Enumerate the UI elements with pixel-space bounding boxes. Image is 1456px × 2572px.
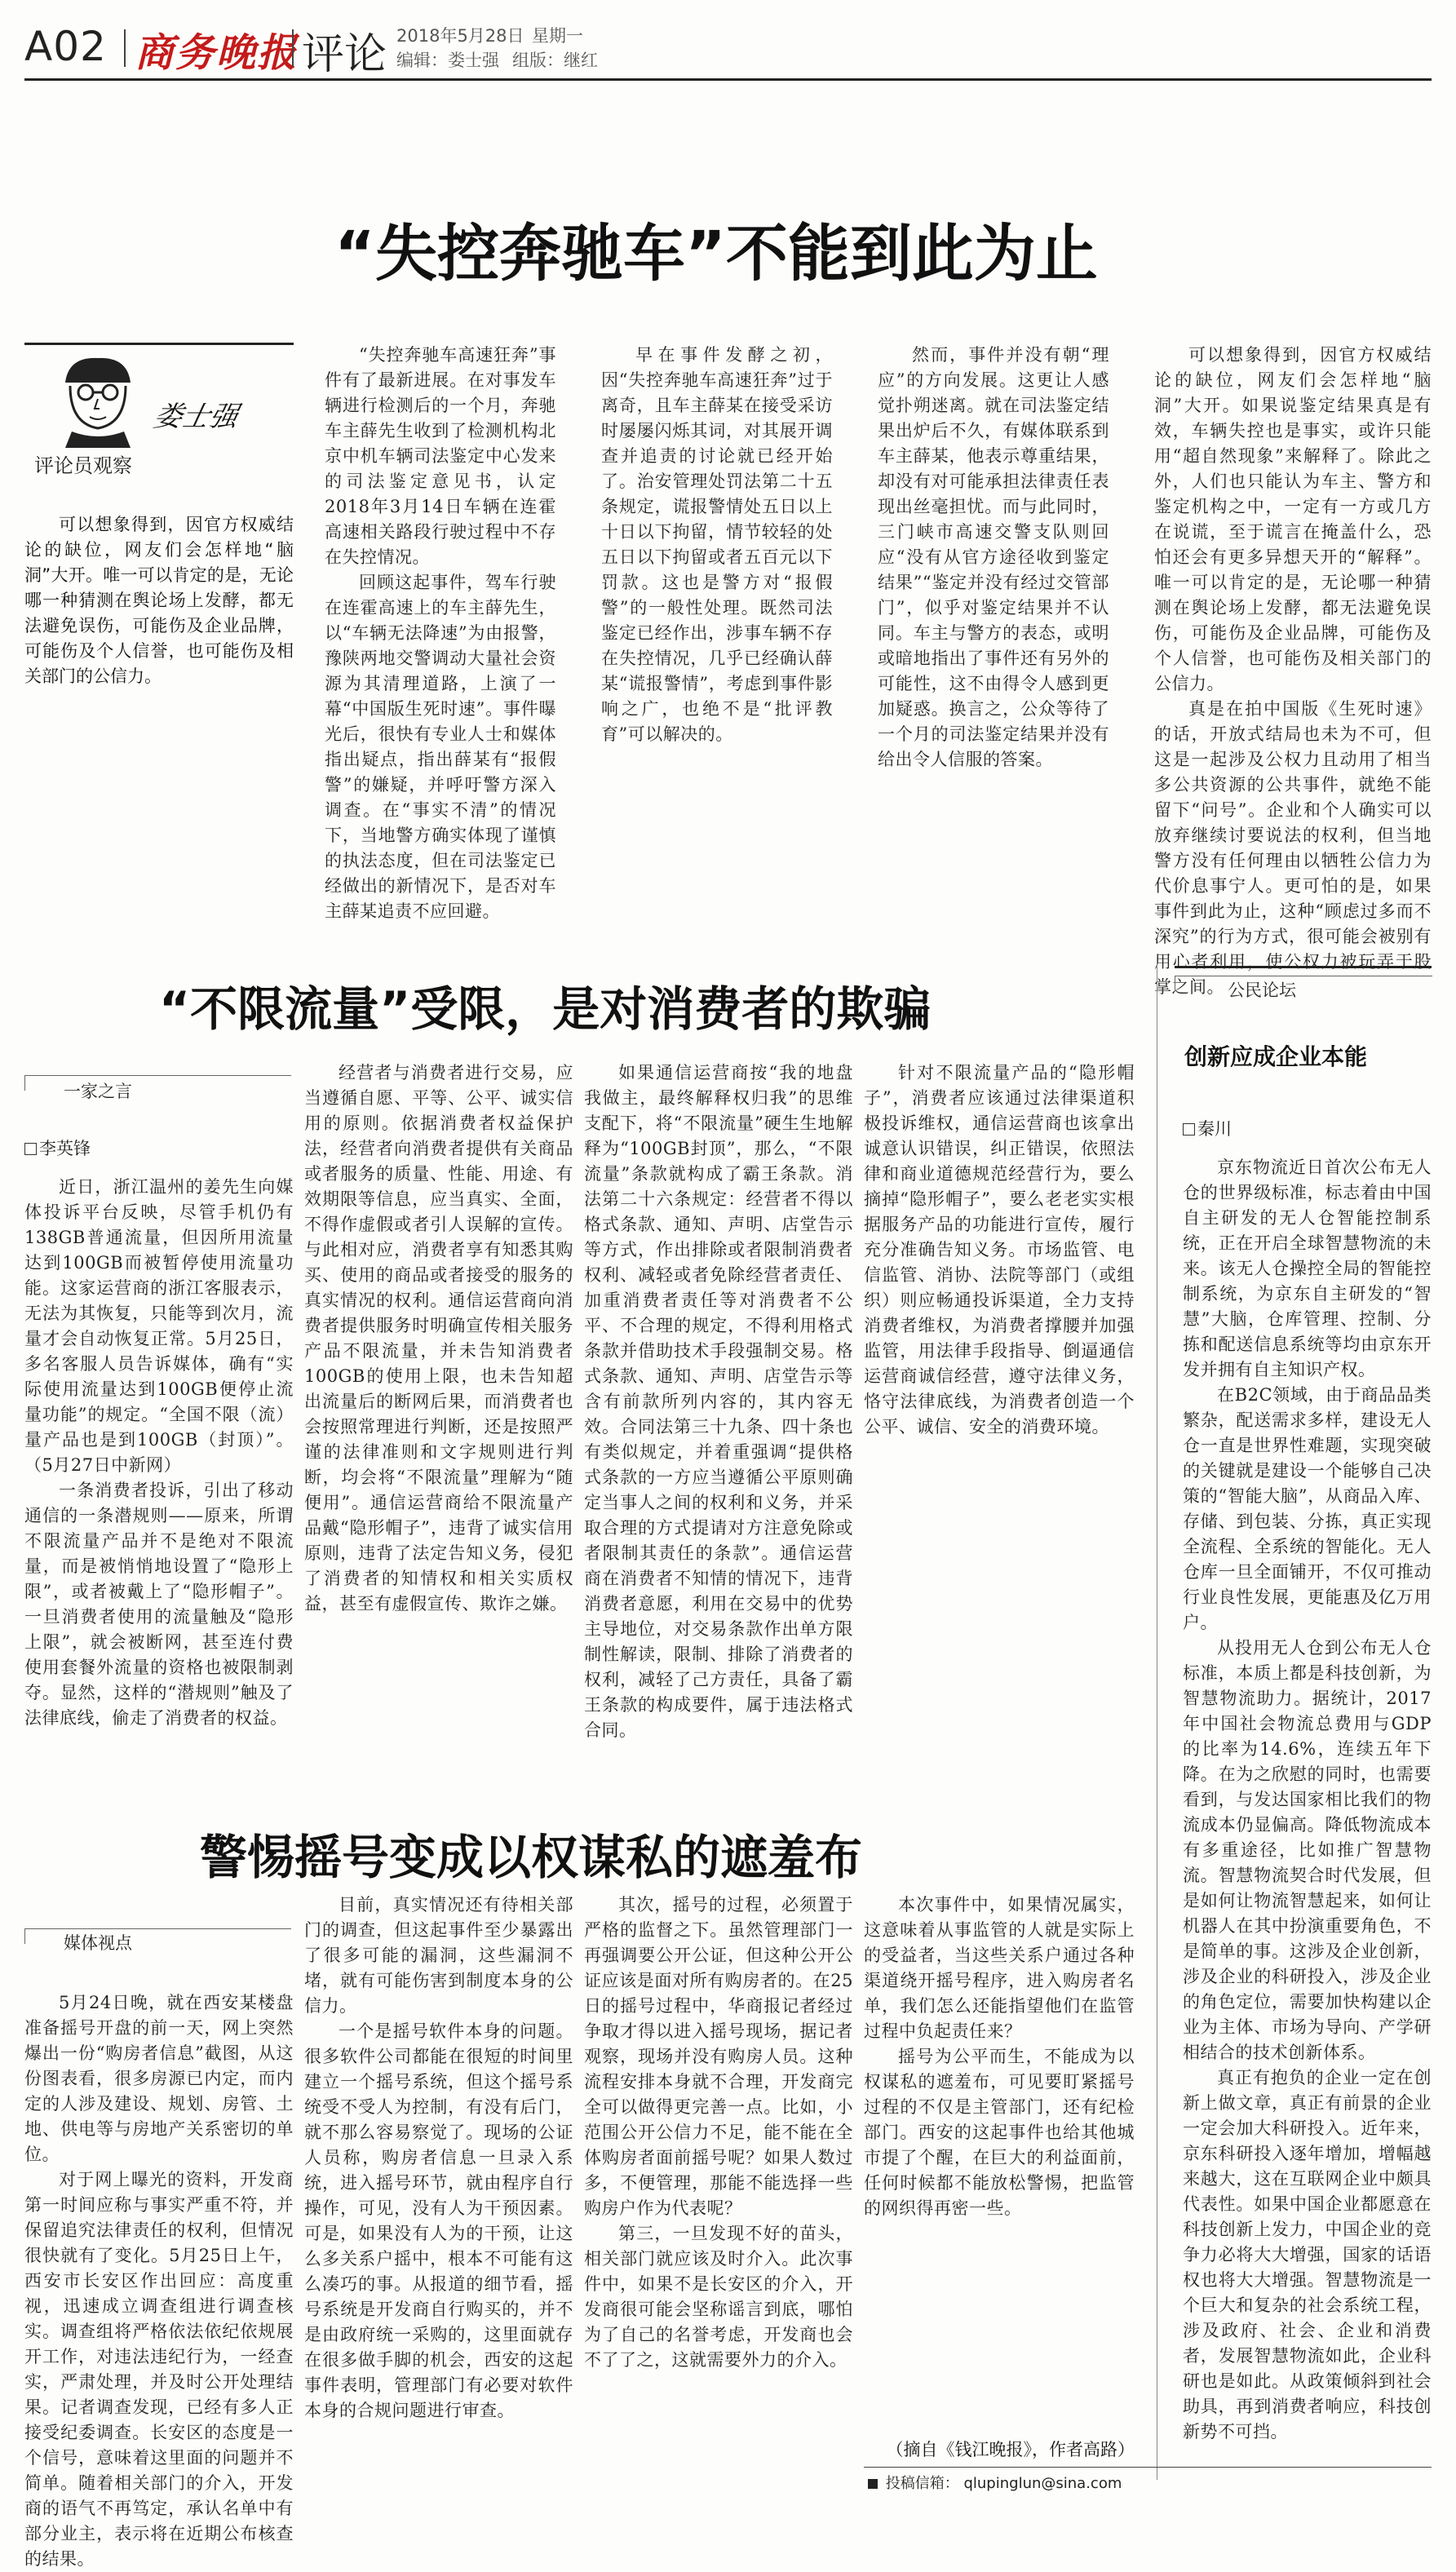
sidebar-author: 秦川 xyxy=(1183,1116,1232,1140)
article3-col1: 5月24日晚，就在西安某楼盘准备摇号开盘的前一天，网上突然爆出一份“购房者信息”截图，从这份图表看，很多房源已内定，而内定的人涉及建设、规划、房管、土地、供电等与房地产关系密切的单位。 对于网上曝光的资料，开发商第一时间应称与事实严重不符，并保留追究法律责任的权利，但情况很快就有了变化。5月25日上午，西安市长安区作出回应：高度重视，迅速成立调查组进行调查核实。调查组将严格依法依纪依规展开工作，对违法违纪行为，一经查实，严肃处理，并及时公开处理结果。记者调查发现，已经有多人正接受纪委调查。长安区的态度是一个信号，意味着这里面的问题并不简单。随着相关部门的介入，开发商的语气不再笃定，承认名单中有部分业主，表示将在近期公布核查的结果。 xyxy=(24,1993,294,2569)
layout-credit: 组版：继红 xyxy=(512,51,598,70)
article1-col3: 然而，事件并没有朝“理应”的方向发展。这更让人感觉扑朔迷离。就在司法鉴定结果出炉后不久，有媒体联系到车主薛某，他表示尊重结果，却没有对可能承担法律责任表现出丝毫担忧。而与此同时，三门峡市高速交警支队则回应“没有从官方途径收到鉴定结果”“鉴定并没有经过交管部门”，似乎对鉴定结果并不认同。车主与警方的表态，或明或暗地指出了事件还有另外的可能性，这不由得令人感到更加疑惑。换言之，公众等待了一个月的司法鉴定结果并没有给出令人信服的答案。 xyxy=(878,345,1109,769)
section-title: 评论 xyxy=(302,30,387,79)
article1-pullquote: 可以想象得到，因官方权威结论的缺位，网友们会怎样地“脑洞”大开。唯一可以肯定的是，无论哪一种猜测在舆论场上发酵，都无法避免误伤，可能伤及企业品牌，可能伤及个人信誉，也可能伤及相关部门的公信力。 xyxy=(24,515,294,686)
article3-col2: 目前，真实情况还有待相关部门的调查，但这起事件至少暴露出了很多可能的漏洞，这些漏洞不堵，就有可能伤害到制度本身的公信力。 一个是摇号软件本身的问题。很多软件公司都能在很短的时间里建立一个摇号系统，但这个摇号系统受不受人为控制，有没有后门，就不那么容易察觉了。现场的公证人员称，购房者信息一旦录入系统，进入摇号环节，就由程序自行操作，可见，没有人为干预因素。可是，如果没有人为的干预，让这么多关系户摇中，根本不可能有这么凑巧的事。从报道的细节看，摇号系统是开发商自行购买的，并不是由政府统一采购的，这里面就存在很多做手脚的机会，西安的这起事件表明，管理部门有必要对软件本身的合规问题进行审查。 xyxy=(304,1895,573,2420)
article2-col2: 经营者与消费者进行交易，应当遵循自愿、平等、公平、诚实信用的原则。依据消费者权益保护法，经营者向消费者提供有关商品或者服务的质量、性能、用途、有效期限等信息，应当真实、全面，不得作虚假或者引人误解的宣传。与此相对应，消费者享有知悉其购买、使用的商品或者接受的服务的真实情况的权利。通信运营商向消费者提供服务时明确宣传相关服务产品不限流量，并未告知消费者100GB的使用上限，也未告知超出流量后的断网后果，而消费者也会按照常理进行判断，还是按照严谨的法律准则和文字规则进行判断，均会将“不限流量”理解为“随便用”。通信运营商给不限流量产品戴“隐形帽子”，违背了诚实信用原则，违背了法定告知义务，侵犯了消费者的知情权和相关实质权益，甚至有虚假宣传、欺诈之嫌。 xyxy=(304,1063,573,1614)
issue-weekday: 星期一 xyxy=(532,26,583,46)
article2-headline: “不限流量”受限，是对消费者的欺骗 xyxy=(159,981,932,1037)
article2-col4: 针对不限流量产品的“隐形帽子”，消费者应该通过法律渠道积极投诉维权，通信运营商也该拿出诚意认识错误，纠正错误，依照法律和商业道德规范经营行为，要么摘掉“隐形帽子”，要么老老实实根据服务产品的功能进行宣传，履行充分准确告知义务。市场监管、电信监管、消协、法院等部门（或组织）则应畅通投诉渠道，全力支持消费者维权，为消费者撑腰并加强监管，用法律手段指导、倒逼通信运营商诚信经营，遵守法律义务，恪守法律底线，为消费者创造一个公平、诚信、安全的消费环境。 xyxy=(864,1063,1135,1437)
article2-author: 李英锋 xyxy=(24,1135,91,1160)
article2-col1: 近日，浙江温州的姜先生向媒体投诉平台反映，尽管手机仍有138GB普通流量，但因所用流量达到100GB而被暂停使用流量功能。这家运营商的浙江客服表示，无法为其恢复，只能等到次月，流量才会自动恢复正常。5月25日，多名客服人员告诉媒体，确有“实际使用流量达到100GB便停止流量功能”的规定。“全国不限（流）量产品也是到100GB（封顶）”。（5月27日中新网） 一条消费者投诉，引出了移动通信的一条潜规则——原来，所谓不限流量产品并不是绝对不限流量，而是被悄悄地设置了“隐形上限”，或者被戴上了“隐形帽子”。一旦消费者使用的流量触及“隐形上限”，就会被断网，甚至连付费使用套餐外流量的资格也被限制剥夺。显然，这样的“潜规则”触及了法律底线，偷走了消费者的权益。 xyxy=(24,1177,294,1728)
issue-date: 2018年5月28日 xyxy=(396,26,524,46)
columnist-signature: 娄士强 xyxy=(151,401,241,433)
article3-source-note: （摘自《钱江晚报》，作者高路） xyxy=(886,2440,1135,2459)
submission-email[interactable]: qlupinglun@sina.com xyxy=(963,2475,1122,2492)
sidebar-top-rule xyxy=(1175,966,1432,968)
article1-column-label: 评论员观察 xyxy=(34,454,132,477)
mailbox-icon xyxy=(868,2479,878,2489)
article3-col4: 本次事件中，如果情况属实，这意味着从事监管的人就是实际上的受益者，当这些关系户通过各种渠道绕开摇号程序，进入购房者名单，我们怎么还能指望他们在监管过程中负起责任来？ 摇号为公平而生，不能成为以权谋私的遮羞布，可见要盯紧摇号过程的不仅是主管部门，还有纪检部门。西安的这起事件也给其他城市提了个醒，在巨大的利益面前，任何时候都不能放松警惕，把监管的网织得再密一些。 xyxy=(864,1895,1135,2218)
article1-col2: 早在事件发酵之初，因“失控奔驰车高速狂奔”过于离奇，且车主薛某在接受采访时屡屡闪烁其词，对其展开调查并追责的讨论就已经开始了。治安管理处罚法第二十五条规定，谎报警情处五日以上十日以下拘留，情节较轻的处五日以下拘留或者五百元以下罚款。这也是警方对“报假警”的一般性处理。既然司法鉴定已经作出，涉事车辆不存在失控情况，几乎已经确认薛某“谎报警情”，考虑到事件影响之广，也绝不是“批评教育”可以解决的。 xyxy=(601,345,833,744)
paper-logo: 商务晚报 xyxy=(135,30,299,76)
sidebar-column-frame xyxy=(1175,976,1432,991)
masthead-rule xyxy=(24,78,1432,81)
page-number: A02 xyxy=(24,23,107,70)
article1-col1: “失控奔驰车高速狂奔”事件有了最新进展。在对事发车辆进行检测后的一个月，奔驰车主薛先生收到了检测机构北京中机车辆司法鉴定中心发来的司法鉴定意见书，认定2018年3月14日车辆在连霍高速相关路段行驶过程中不存在失控情况。 回顾这起事件，驾车行驶在连霍高速上的车主薛先生，以“车辆无法降速”为由报警，豫陕两地交警调动大量社会资源为其清理道路，上演了一幕“中国版生死时速”。事件曝光后，很快有专业人士和媒体指出疑点，指出薛某有“报假警”的嫌疑，并呼吁警方深入调查。在“事实不清”的情况下，当地警方确实体现了谨慎的执法态度，但在司法鉴定已经做出的新情况下，是否对车主薛某追责不应回避。 xyxy=(325,345,556,921)
submission-label: 投稿信箱： xyxy=(885,2475,959,2492)
sidebar-column-label: 公民论坛 xyxy=(1228,981,1296,1000)
sidebar-headline: 创新应成企业本能 xyxy=(1184,1043,1368,1070)
columnist-portrait xyxy=(41,350,155,448)
footer-rule xyxy=(864,2467,1432,2468)
article2-column-label: 一家之言 xyxy=(64,1082,132,1101)
columnist-box xyxy=(24,343,294,492)
editor-credit: 编辑：娄士强 xyxy=(396,51,499,70)
submission-footer xyxy=(868,2472,1122,2493)
article1-col4: 可以想象得到，因官方权威结论的缺位，网友们会怎样地“脑洞”大开。如果说鉴定结果真是有效，车辆失控也是事实，或许只能用“超自然现象”来解释了。除此之外，人们也只能认为车主、警方和鉴定机构之中，一定有一方或几方在说谎，至于谎言在掩盖什么，恐怕还会有更多异想天开的“解释”。唯一可以肯定的是，无论哪一种猜测在舆论场上发酵，都无法避免误伤，可能伤及企业品牌，可能伤及个人信誉，也可能伤及相关部门的公信力。 真是在拍中国版《生死时速》的话，开放式结局也未为不可，但这是一起涉及公权力且动用了相当多公共资源的公共事件，就绝不能留下“问号”。企业和个人确实可以放弃继续讨要说法的权利，但当地警方没有任何理由以牺牲公信力为代价息事宁人。更可怕的是，如果事件到此为止，这种“顾虑过多而不深究”的行为方式，很可能会被别有用心者利用，使公权力被玩弄于股掌之间。 xyxy=(1154,345,1432,997)
article3-col3: 其次，摇号的过程，必须置于严格的监督之下。虽然管理部门一再强调要公开公证，但这种公开公证应该是面对所有购房者的。在25日的摇号过程中，华商报记者经过争取才得以进入摇号现场，据记者观察，现场并没有购房人员。这种流程安排本身就不合理，开发商完全可以做得更完善一点。比如，小范围公开公信力不足，能不能在全体购房者面前摇号呢？如果人数过多，不便管理，那能不能选择一些购房户作为代表呢？ 第三，一旦发现不好的苗头，相关部门就应该及时介入。此次事件中，如果不是长安区的介入，开发商很可能会坚称谣言到底，哪怕为了自己的名誉考虑，开发商也会不了了之，这就需要外力的介入。 xyxy=(584,1895,853,2370)
sidebar-body: 京东物流近日首次公布无人仓的世界级标准，标志着由中国自主研发的无人仓智能控制系统，正在开启全球智慧物流的未来。该无人仓操控全局的智能控制系统，为京东自主研发的“智慧”大脑，仓库管理、控制、分拣和配送信息系统等均由京东开发并拥有自主知识产权。 在B2C领域，由于商品品类繁杂，配送需求多样，建设无人仓一直是世界性难题，实现突破的关键就是建设一个能够自己决策的“智能大脑”，从商品入库、存储、到包装、分拣，真正实现全流程、全系统的智能化。无人仓库一旦全面铺开，不仅可推动行业良性发展，更能惠及亿万用户。 从投用无人仓到公布无人仓标准，本质上都是科技创新，为智慧物流助力。据统计，2017年中国社会物流总费用与GDP的比率为14.6%，连续五年下降。在为之欣慰的同时，也需要看到，与发达国家相比我们的物流成本仍显偏高。降低物流成本有多重途径，比如推广智慧物流。智慧物流契合时代发展，但是如何让物流智慧起来，如何让机器人在其中扮演重要角色，不是简单的事。这涉及企业创新，涉及企业的科研投入，涉及企业的角色定位，需要加快构建以企业为主体、市场为导向、产学研相结合的技术创新体系。 真正有抱负的企业一定在创新上做文章，真正有前景的企业一定会加大科研投入。近年来，京东科研投入逐年增加，增幅越来越大，这在互联网企业中颇具代表性。如果中国企业都愿意在科技创新上发力，中国企业的竞争力必将大大增强，国家的话语权也将大大增强。智慧物流是一个巨大和复杂的社会系统工程，涉及政府、社会、企业和消费者，发展智慧物流如此，企业科研也是如此。从政策倾斜到社会助具，再到消费者响应，科技创新势不可挡。 xyxy=(1183,1158,1432,2441)
article3-headline: 警惕摇号变成以权谋私的遮羞布 xyxy=(200,1830,863,1885)
article2-col3: 如果通信运营商按“我的地盘我做主，最终解释权归我”的思维支配下，将“不限流量”硬生生地解释为“100GB封顶”，那么，“不限流量”条款就构成了霸王条款。消法第二十六条规定：经营者不得以格式条款、通知、声明、店堂告示等方式，作出排除或者限制消费者权利、减轻或者免除经营者责任、加重消费者责任等对消费者不公平、不合理的规定，不得利用格式条款并借助技术手段强制交易。格式条款、通知、声明、店堂告示等含有前款所列内容的，其内容无效。合同法第三十九条、四十条也有类似规定，并着重强调“提供格式条款的一方应当遵循公平原则确定当事人之间的权利和义务，并采取合理的方式提请对方注意免除或者限制其责任的条款”。通信运营商在消费者不知情的情况下，违背消费者意愿，利用在交易中的优势主导地位，对交易条款作出单方限制性解读，限制、排除了消费者的权利，减轻了己方责任，具备了霸王条款的构成要件，属于违法格式合同。 xyxy=(584,1063,853,1740)
article3-column-label: 媒体视点 xyxy=(64,1933,132,1953)
article1-headline: “失控奔驰车”不能到此为止 xyxy=(334,217,1098,290)
